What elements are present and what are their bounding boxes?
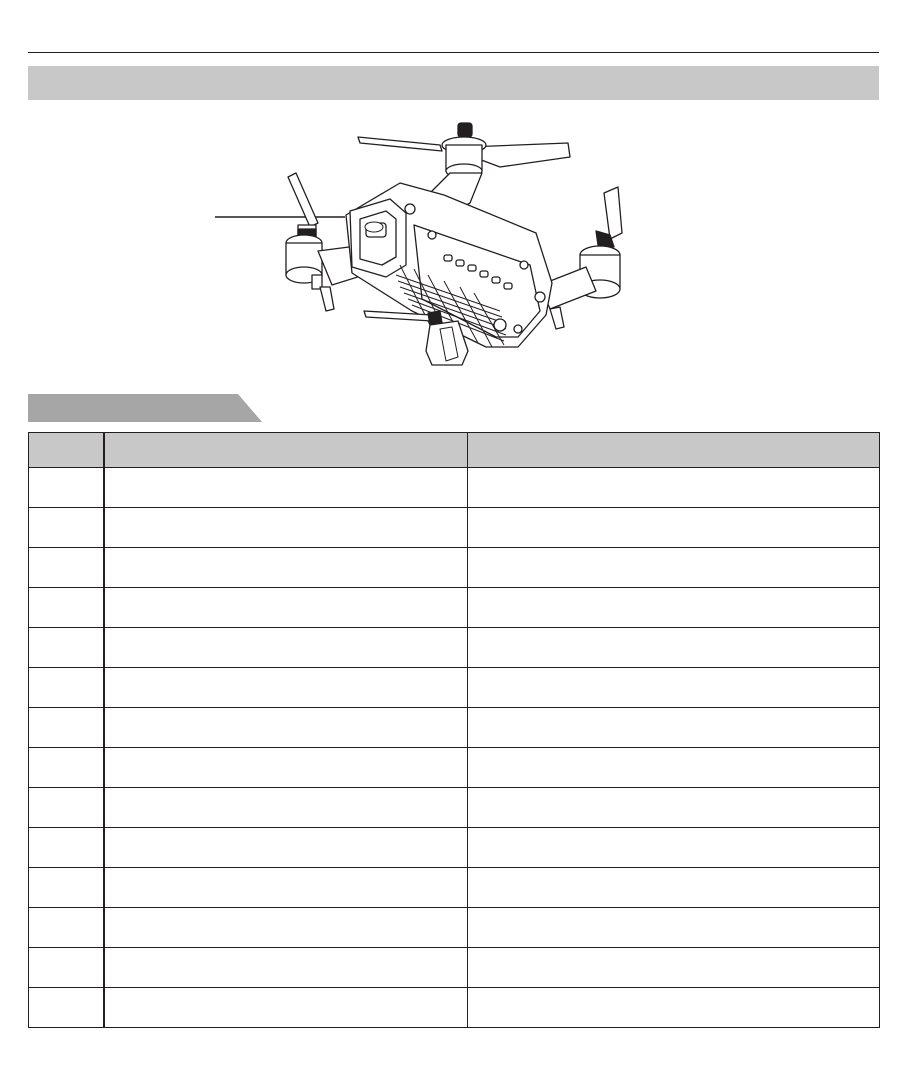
- table-cell: [29, 868, 104, 908]
- table-cell: [468, 948, 880, 988]
- table-cell: [468, 868, 880, 908]
- table-cell: [104, 588, 468, 628]
- table-cell: [468, 588, 880, 628]
- table-cell: [468, 508, 880, 548]
- table-cell: [104, 908, 468, 948]
- table-cell: [29, 748, 104, 788]
- table-cell: [29, 948, 104, 988]
- propeller-right: [604, 187, 622, 239]
- table-cell: [104, 828, 468, 868]
- section-header-bar: [28, 66, 879, 100]
- table-cell: [468, 548, 880, 588]
- table-cell: [468, 468, 880, 508]
- table-cell: [468, 908, 880, 948]
- table-cell: [468, 828, 880, 868]
- table-cell: [468, 668, 880, 708]
- table-cell: [29, 828, 104, 868]
- table-cell: [29, 468, 104, 508]
- table-row: [29, 708, 880, 748]
- table-cell: [104, 988, 468, 1028]
- propeller-top: [358, 137, 442, 151]
- table-row: [29, 908, 880, 948]
- table-cell: [468, 628, 880, 668]
- table-cell: [104, 468, 468, 508]
- table-row: [29, 588, 880, 628]
- table-cell: [29, 628, 104, 668]
- table-row: [29, 788, 880, 828]
- table-cell: [29, 588, 104, 628]
- table-row: [29, 468, 880, 508]
- header-cell: [104, 433, 468, 468]
- table-cell: [104, 788, 468, 828]
- table-row: [29, 748, 880, 788]
- table-cell: [104, 668, 468, 708]
- header-cell: [468, 433, 880, 468]
- table-cell: [104, 628, 468, 668]
- table-row: [29, 988, 880, 1028]
- table-cell: [29, 548, 104, 588]
- table-row: [29, 828, 880, 868]
- table-row: [29, 548, 880, 588]
- table-row: [29, 508, 880, 548]
- table-cell: [104, 748, 468, 788]
- table-row: [29, 868, 880, 908]
- table-cell: [468, 988, 880, 1028]
- table-row: [29, 668, 880, 708]
- table-cell: [468, 748, 880, 788]
- table-cell: [29, 708, 104, 748]
- propeller-left: [288, 173, 318, 227]
- header-cell: [29, 433, 104, 468]
- table-cell: [29, 908, 104, 948]
- table-row: [29, 628, 880, 668]
- spec-table: [28, 432, 880, 1028]
- top-rule: [28, 52, 879, 53]
- table-header-row: [29, 433, 880, 468]
- table-cell: [29, 788, 104, 828]
- table-cell: [29, 508, 104, 548]
- drone-diagram: [200, 115, 660, 380]
- table-cell: [104, 868, 468, 908]
- table-cell: [104, 548, 468, 588]
- table-cell: [104, 948, 468, 988]
- table-cell: [104, 508, 468, 548]
- table-cell: [468, 788, 880, 828]
- subsection-tab: [28, 394, 262, 422]
- table-cell: [104, 708, 468, 748]
- table-cell: [29, 988, 104, 1028]
- table-cell: [29, 668, 104, 708]
- table-cell: [468, 708, 880, 748]
- table-row: [29, 948, 880, 988]
